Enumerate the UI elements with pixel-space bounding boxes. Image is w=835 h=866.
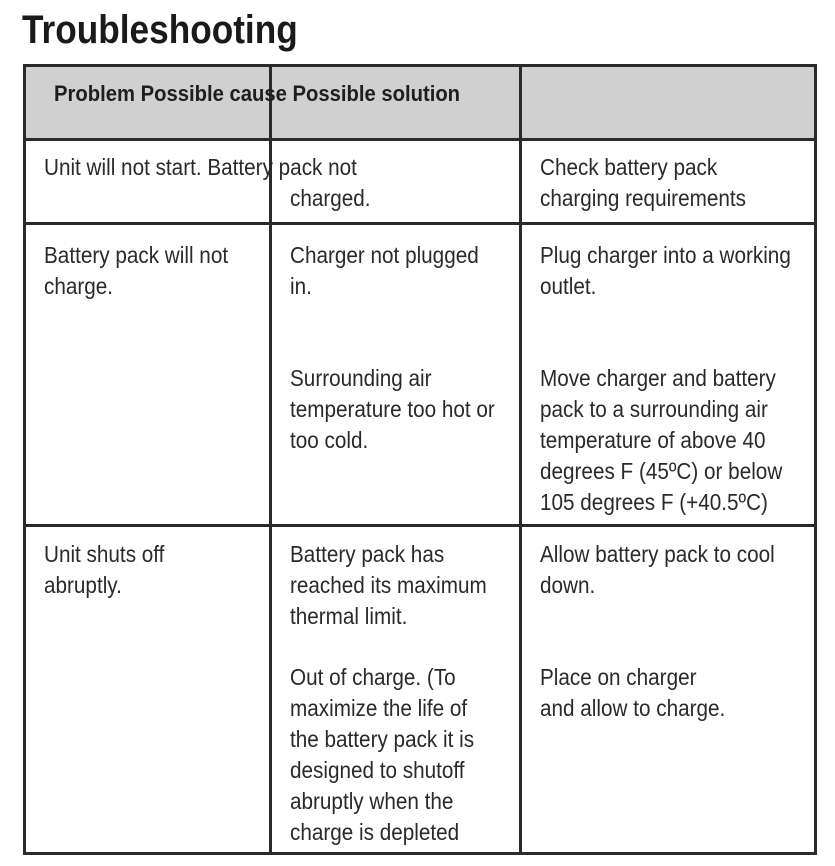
solution-cell: Move charger and battery pack to a surrounding air temperature of above 40 degrees F (45ºC) or below 105 degrees F (+40.5ºC) xyxy=(540,365,783,515)
column-divider-2 xyxy=(519,64,522,855)
problem-cell: Battery pack will not charge. xyxy=(44,242,229,299)
cause-cell: Charger not plugged in. xyxy=(290,242,479,299)
cause-cell: Out of charge. (To maximize the life of the battery pack it is designed to shutoff abruptly when the charge is depleted xyxy=(290,664,475,845)
row-divider-2 xyxy=(23,524,817,527)
row-divider-1 xyxy=(23,222,817,225)
solution-cell: Plug charger into a working outlet. xyxy=(540,242,791,299)
cause-cell: Battery pack has reached its maximum thermal limit. xyxy=(290,541,487,629)
solution-cell: Check battery pack charging requirements xyxy=(540,154,746,211)
table-header-text: Problem Possible cause Possible solution xyxy=(54,81,461,106)
cause-cell: charged. xyxy=(290,185,371,211)
solution-cell: Allow battery pack to cool down. xyxy=(540,541,775,598)
problem-cell: Unit will not start. Battery pack not xyxy=(44,154,357,180)
row-divider-header xyxy=(23,138,817,141)
page-title: Troubleshooting xyxy=(22,8,298,52)
problem-cell: Unit shuts off abruptly. xyxy=(44,541,165,598)
solution-cell: Place on charger and allow to charge. xyxy=(540,664,726,721)
cause-cell: Surrounding air temperature too hot or too cold. xyxy=(290,365,495,453)
